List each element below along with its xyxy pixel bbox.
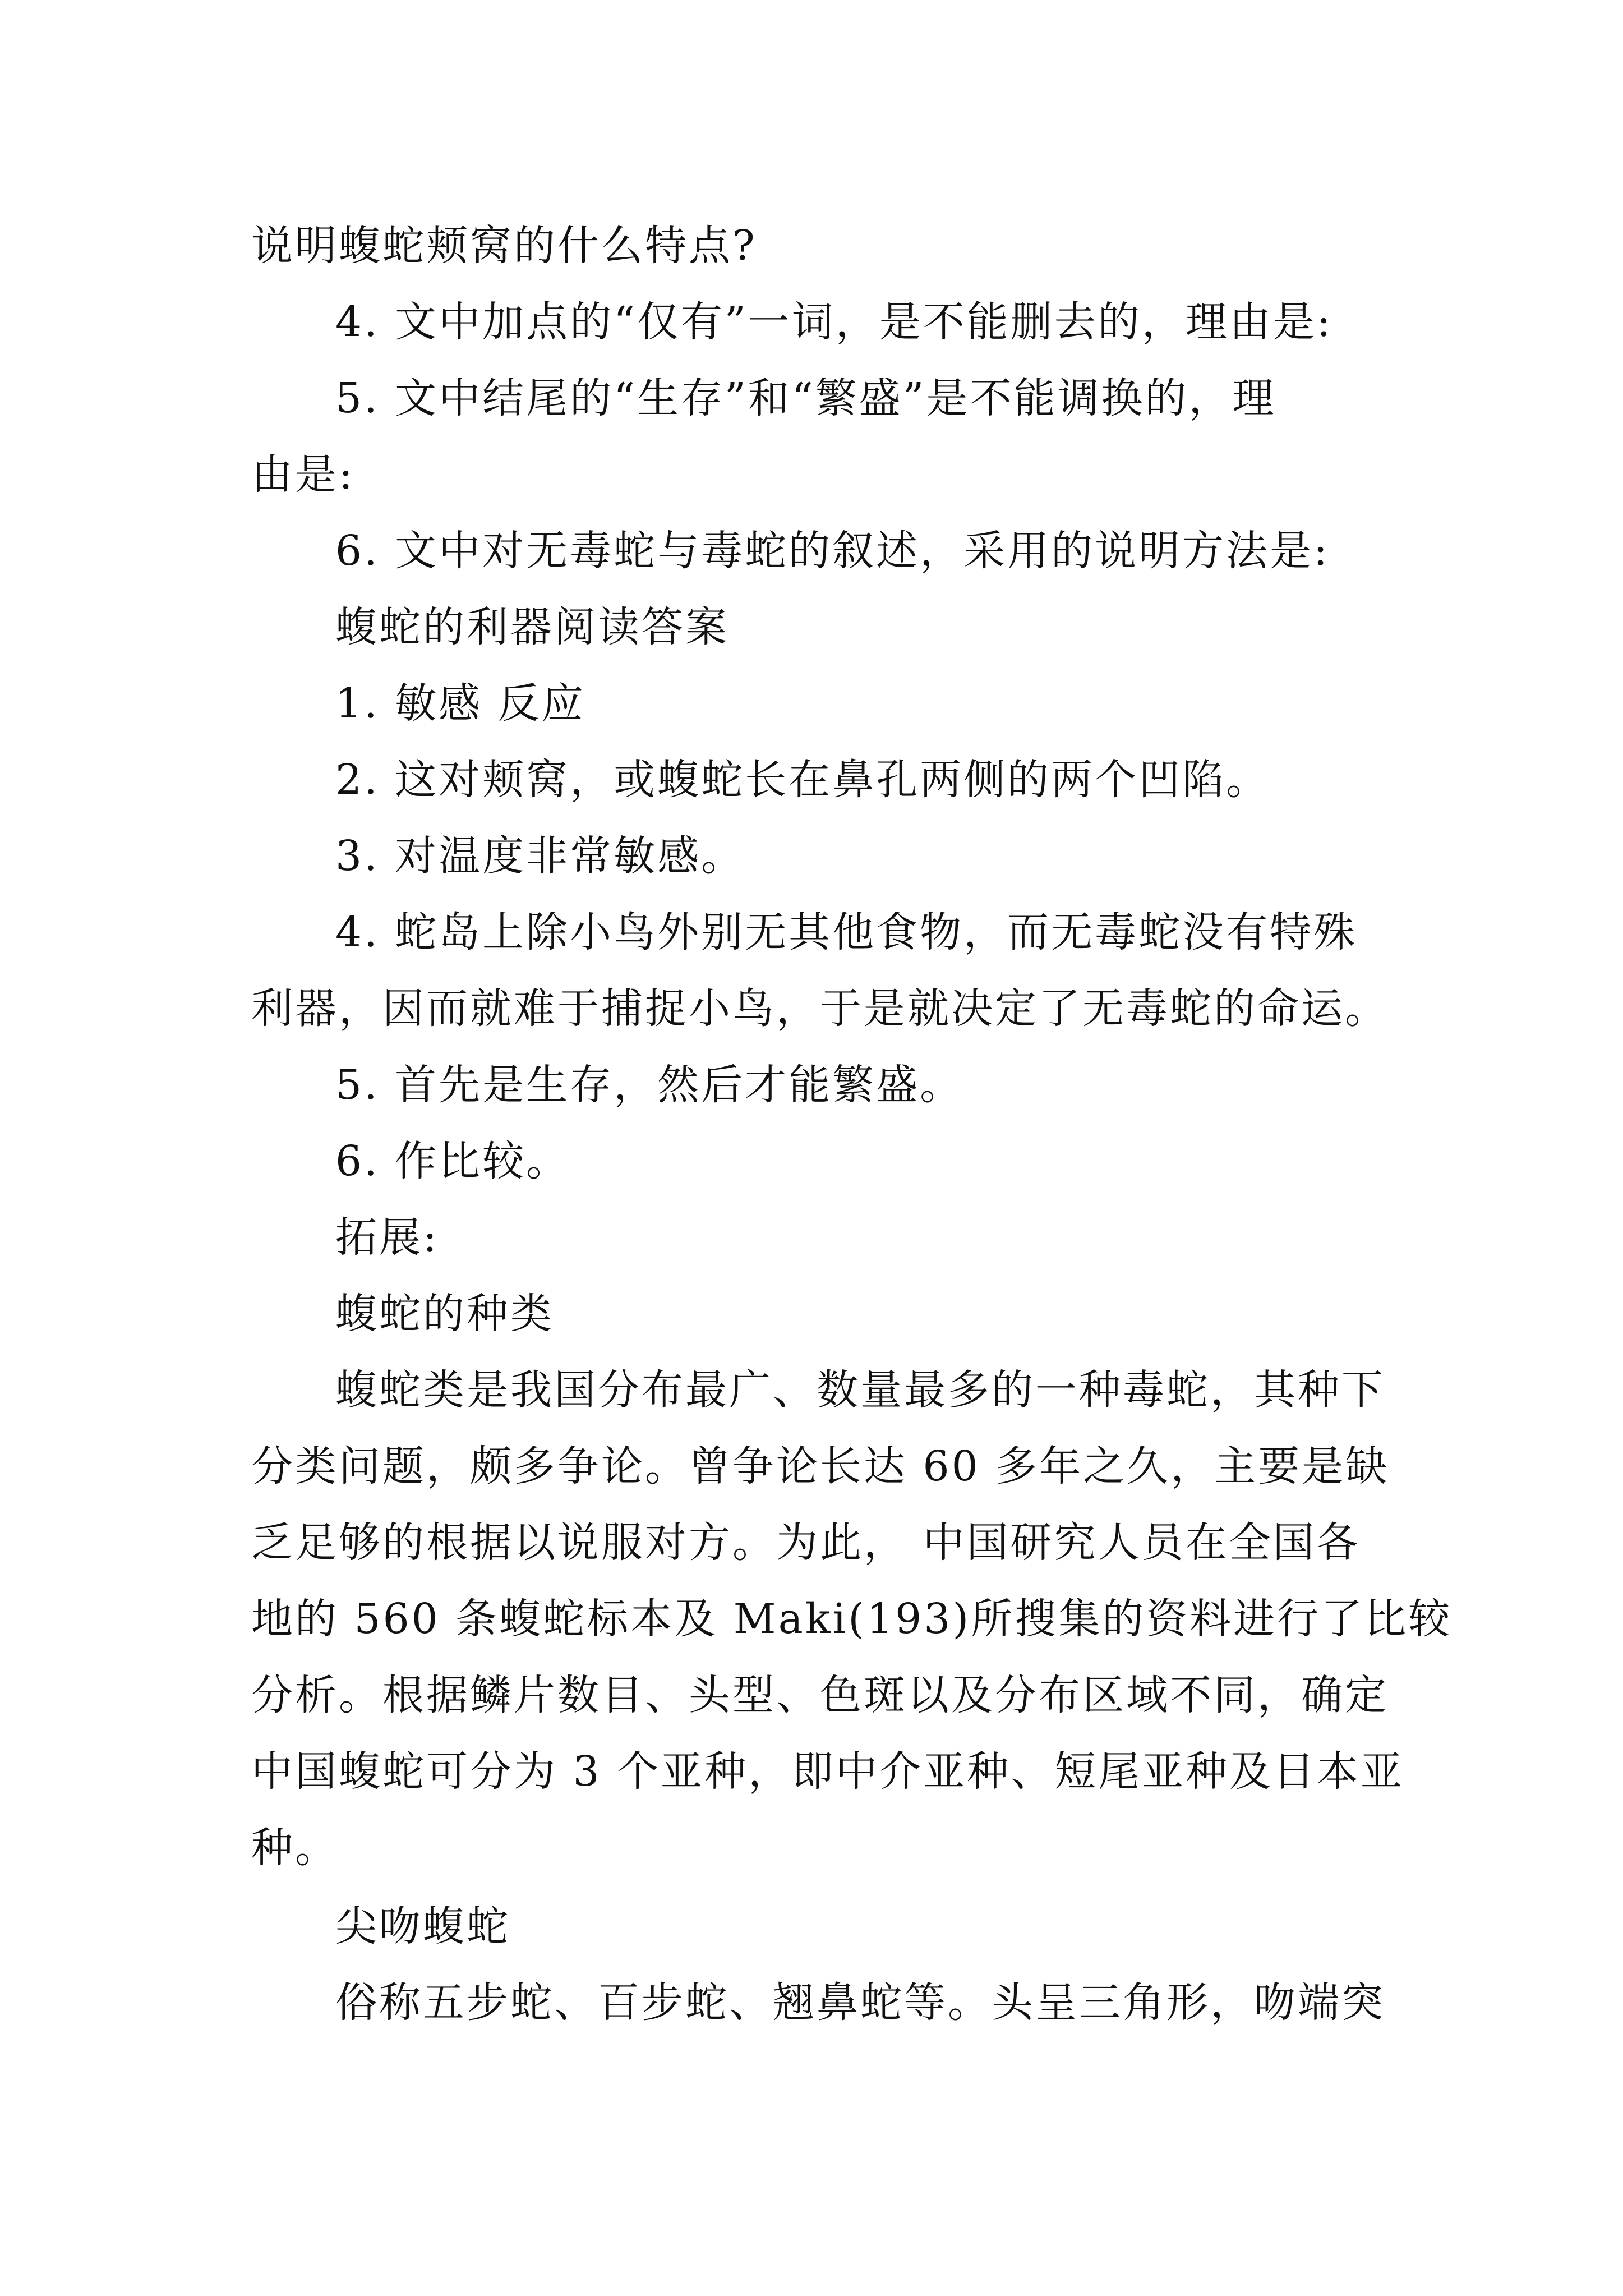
paragraph-line: 分类问题，颇多争论。曾争论长达 60 多年之久，主要是缺 (251, 1442, 1390, 1490)
paragraph-line: 分析。根据鳞片数目、头型、色斑以及分布区域不同，确定 (251, 1671, 1389, 1719)
section-heading: 尖吻蝮蛇 (335, 1902, 510, 1950)
text-line: 4. 文中加点的“仅有”一词，是不能删去的，理由是: (335, 298, 1333, 346)
paragraph-line: 中国蝮蛇可分为 3 个亚种，即中介亚种、短尾亚种及日本亚 (251, 1747, 1405, 1796)
paragraph-line: 蝮蛇类是我国分布最广、数量最多的一种毒蛇，其种下 (335, 1366, 1385, 1414)
paragraph-line: 种。 (251, 1824, 339, 1872)
section-heading: 蝮蛇的利器阅读答案 (335, 603, 729, 651)
text-line: 5. 文中结尾的“生存”和“繁盛”是不能调换的，理 (335, 374, 1276, 422)
answer-line: 4. 蛇岛上除小鸟外别无其他食物，而无毒蛇没有特殊 (335, 908, 1358, 956)
section-heading: 蝮蛇的种类 (335, 1290, 554, 1338)
text-line: 6. 文中对无毒蛇与毒蛇的叙述，采用的说明方法是: (335, 527, 1330, 575)
answer-line: 1. 敏感 反应 (335, 679, 585, 728)
section-heading: 拓展: (335, 1213, 439, 1262)
answer-line: 6. 作比较。 (335, 1137, 570, 1185)
answer-line: 2. 这对颊窝，或蝮蛇长在鼻孔两侧的两个凹陷。 (335, 756, 1270, 804)
paragraph-line: 乏足够的根据以说服对方。为此， 中国研究人员在全国各 (251, 1519, 1361, 1567)
text-line: 由是: (251, 450, 355, 499)
answer-line: 5. 首先是生存，然后才能繁盛。 (335, 1061, 964, 1109)
paragraph-line: 俗称五步蛇、百步蛇、翘鼻蛇等。头呈三角形，吻端突 (335, 1978, 1385, 2027)
text-line: 说明蝮蛇颊窝的什么特点? (251, 222, 757, 270)
paragraph-line: 地的 560 条蝮蛇标本及 Maki(193)所搜集的资料进行了比较 (251, 1595, 1453, 1643)
answer-line: 利器，因而就难于捕捉小鸟，于是就决定了无毒蛇的命运。 (251, 984, 1389, 1033)
answer-line: 3. 对温度非常敏感。 (335, 832, 745, 880)
